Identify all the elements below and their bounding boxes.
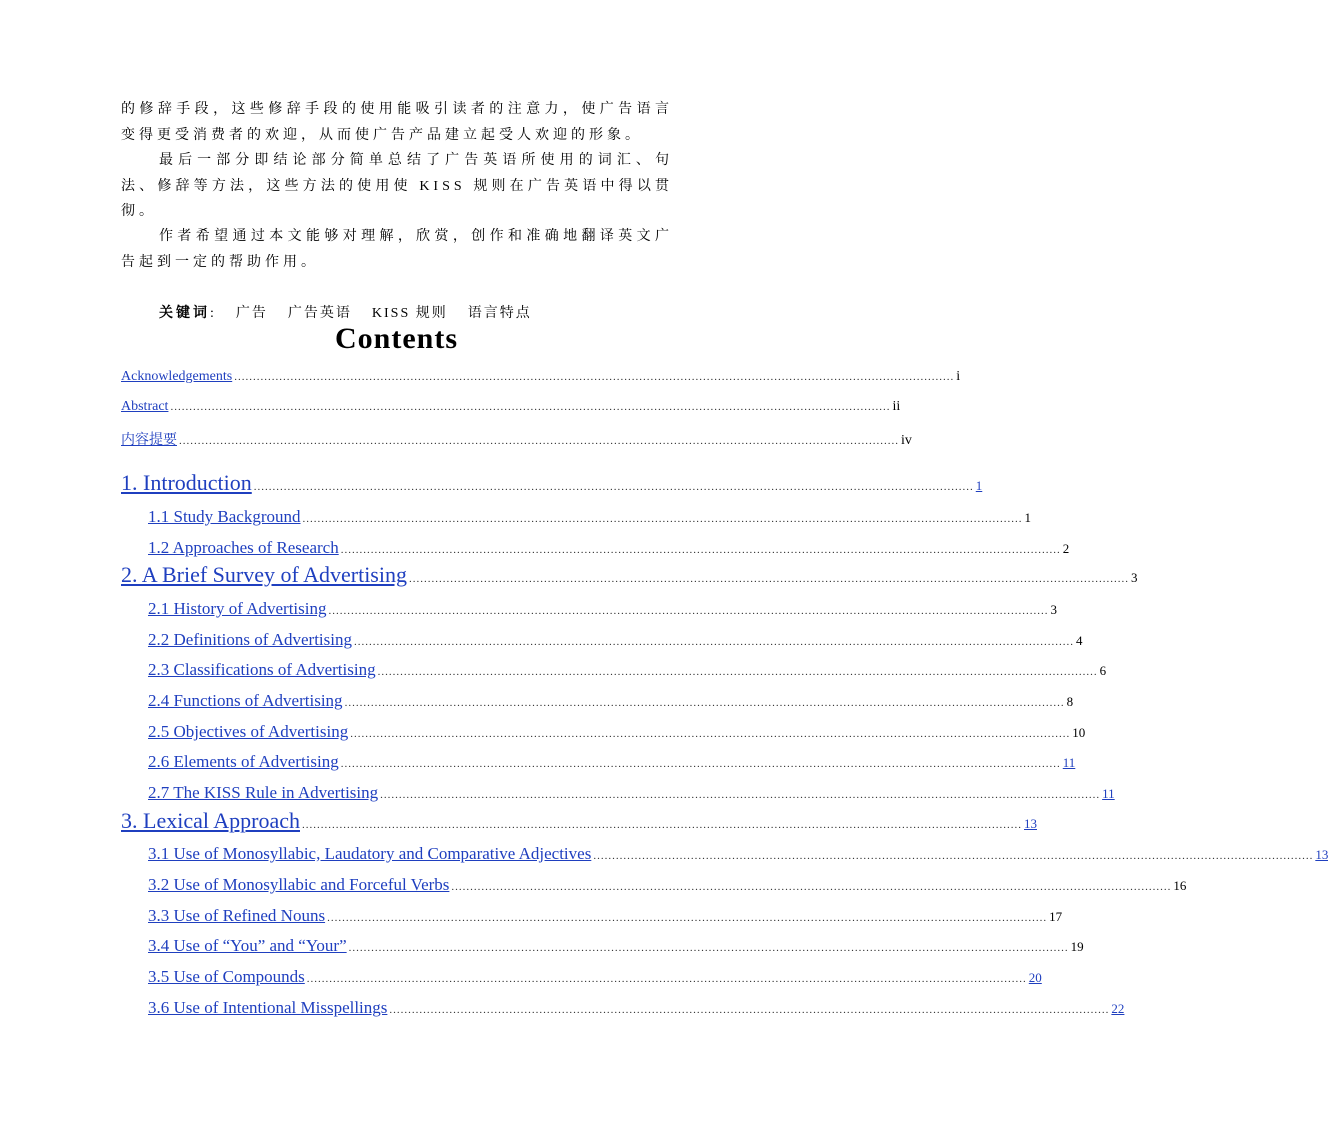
keyword-item: 广告英语 <box>287 306 352 321</box>
toc-section-title[interactable]: 1.1 Study Background <box>148 507 301 526</box>
keyword-item: 广告 <box>235 306 268 321</box>
toc-section-2-6[interactable] <box>148 752 1076 772</box>
toc-leader-dots: ................................................................................................................................................................................................ <box>234 371 955 383</box>
abstract-paragraph-3: 作者希望通过本文能够对理解，欣赏，创作和准确地翻译英文广告起到一定的帮助作用。 <box>121 229 673 270</box>
toc-page-number: 8 <box>1066 694 1074 709</box>
toc-leader-dots: ................................................................................................................................................................................................ <box>348 942 1069 954</box>
toc-chapter-title[interactable]: 3. Lexical Approach <box>121 808 300 833</box>
toc-page-number: iv <box>901 433 912 448</box>
toc-section-title[interactable]: 2.1 History of Advertising <box>148 599 327 618</box>
toc-page-number[interactable]: 11 <box>1062 755 1076 770</box>
toc-leader-dots: ................................................................................................................................................................................................ <box>170 401 891 413</box>
toc-leader-dots: ................................................................................................................................................................................................ <box>302 819 1022 831</box>
toc-page-number: 1 <box>1024 510 1032 525</box>
toc-entry-abstract[interactable] <box>121 399 901 415</box>
toc-page-number: 19 <box>1070 939 1084 954</box>
toc-section-title[interactable]: 3.1 Use of Monosyllabic, Laudatory and Comparative Adjectives <box>148 844 592 863</box>
toc-chapter-1[interactable] <box>121 470 983 496</box>
toc-page-number: ii <box>892 399 901 414</box>
toc-section-title[interactable]: 3.5 Use of Compounds <box>148 967 305 986</box>
toc-leader-dots: ................................................................................................................................................................................................ <box>327 912 1048 924</box>
toc-page-number[interactable]: 13 <box>1315 847 1328 862</box>
toc-entry-acknowledgements[interactable] <box>121 369 961 385</box>
toc-section-2-4[interactable] <box>148 691 1074 711</box>
toc-section-title[interactable]: 3.6 Use of Intentional Misspellings <box>148 998 388 1017</box>
toc-chapter-title[interactable]: 1. Introduction <box>121 470 252 495</box>
toc-section-3-3[interactable] <box>148 906 1063 926</box>
toc-entry-title[interactable]: Acknowledgements <box>121 369 233 384</box>
toc-leader-dots: ................................................................................................................................................................................................ <box>328 605 1049 617</box>
toc-page-number[interactable]: 13 <box>1024 816 1037 831</box>
toc-section-2-3[interactable] <box>148 660 1107 680</box>
toc-leader-dots: ................................................................................................................................................................................................ <box>179 435 899 447</box>
toc-section-title[interactable]: 3.3 Use of Refined Nouns <box>148 906 326 925</box>
toc-page-number[interactable]: 11 <box>1102 786 1115 801</box>
toc-leader-dots: ................................................................................................................................................................................................ <box>350 728 1071 740</box>
toc-leader-dots: ................................................................................................................................................................................................ <box>253 481 974 493</box>
toc-section-3-4[interactable] <box>148 936 1084 956</box>
toc-section-title[interactable]: 3.4 Use of “You” and “Your” <box>148 936 347 955</box>
abstract-paragraph-1: 的修辞手段，这些修辞手段的使用能吸引读者的注意力，使广告语言变得更受消费者的欢迎，从而使广告产品建立起受人欢迎的形象。 <box>121 102 673 143</box>
toc-chapter-3[interactable] <box>121 808 1037 834</box>
toc-section-2-7[interactable] <box>148 783 1115 803</box>
toc-section-title[interactable]: 3.2 Use of Monosyllabic and Forceful Verbs <box>148 875 450 894</box>
toc-page-number[interactable]: 22 <box>1111 1001 1125 1016</box>
toc-leader-dots: ................................................................................................................................................................................................ <box>380 789 1101 801</box>
toc-section-2-2[interactable] <box>148 630 1083 650</box>
toc-leader-dots: ................................................................................................................................................................................................ <box>353 636 1074 648</box>
toc-page-number: 3 <box>1050 602 1057 617</box>
toc-leader-dots: ................................................................................................................................................................................................ <box>377 666 1098 678</box>
toc-page-number[interactable]: 20 <box>1028 970 1042 985</box>
keywords-separator: : <box>210 306 216 321</box>
toc-section-title[interactable]: 2.7 The KISS Rule in Advertising <box>148 783 379 802</box>
toc-leader-dots: ................................................................................................................................................................................................ <box>306 973 1027 985</box>
contents-heading: Contents <box>334 322 458 355</box>
toc-section-title[interactable]: 1.2 Approaches of Research <box>148 538 339 557</box>
toc-section-2-5[interactable] <box>148 722 1086 742</box>
toc-leader-dots: ................................................................................................................................................................................................ <box>302 513 1023 525</box>
toc-entry-title[interactable]: Abstract <box>121 399 169 414</box>
toc-chapter-title[interactable]: 2. A Brief Survey of Advertising <box>121 562 407 587</box>
toc-leader-dots: ................................................................................................................................................................................................ <box>344 697 1065 709</box>
toc-section-title[interactable]: 2.6 Elements of Advertising <box>148 752 339 771</box>
toc-page-number: 2 <box>1062 541 1070 556</box>
keywords-line <box>159 302 532 322</box>
toc-chapter-2[interactable] <box>121 562 1138 588</box>
toc-page-number: i <box>956 369 961 384</box>
toc-leader-dots: ................................................................................................................................................................................................ <box>408 573 1129 585</box>
toc-page-number: 10 <box>1072 725 1086 740</box>
toc-page-number: 6 <box>1099 663 1107 678</box>
toc-section-3-1[interactable] <box>148 844 1328 864</box>
toc-leader-dots: ................................................................................................................................................................................................ <box>389 1004 1110 1016</box>
keyword-item: KISS 规则 <box>371 306 448 321</box>
toc-entry-title[interactable]: 内容提要 <box>121 433 177 448</box>
keywords-label: 关键词 <box>159 306 210 321</box>
toc-section-3-6[interactable] <box>148 998 1125 1018</box>
toc-leader-dots: ................................................................................................................................................................................................ <box>451 881 1172 893</box>
toc-leader-dots: ................................................................................................................................................................................................ <box>593 850 1314 862</box>
toc-page-number: 4 <box>1075 633 1083 648</box>
keyword-item: 语言特点 <box>467 306 532 321</box>
toc-section-title[interactable]: 2.5 Objectives of Advertising <box>148 722 349 741</box>
toc-page-number: 3 <box>1130 570 1138 585</box>
toc-entry-chinese-abstract[interactable] <box>121 429 912 449</box>
toc-section-title[interactable]: 2.3 Classifications of Advertising <box>148 660 376 679</box>
toc-section-title[interactable]: 2.2 Definitions of Advertising <box>148 630 352 649</box>
toc-section-1-2[interactable] <box>148 538 1070 558</box>
toc-section-3-5[interactable] <box>148 967 1042 987</box>
toc-page-number[interactable]: 1 <box>975 478 983 493</box>
abstract-paragraph-2: 最后一部分即结论部分简单总结了广告英语所使用的词汇、句法、修辞等方法，这些方法的使用使 KISS 规则在广告英语中得以贯彻。 <box>121 153 673 219</box>
toc-section-3-2[interactable] <box>148 875 1187 895</box>
toc-leader-dots: ................................................................................................................................................................................................ <box>340 758 1061 770</box>
toc-page-number: 16 <box>1173 878 1187 893</box>
toc-section-2-1[interactable] <box>148 599 1057 619</box>
toc-section-title[interactable]: 2.4 Functions of Advertising <box>148 691 343 710</box>
toc-leader-dots: ................................................................................................................................................................................................ <box>340 544 1061 556</box>
toc-section-1-1[interactable] <box>148 507 1032 527</box>
toc-page-number: 17 <box>1049 909 1063 924</box>
